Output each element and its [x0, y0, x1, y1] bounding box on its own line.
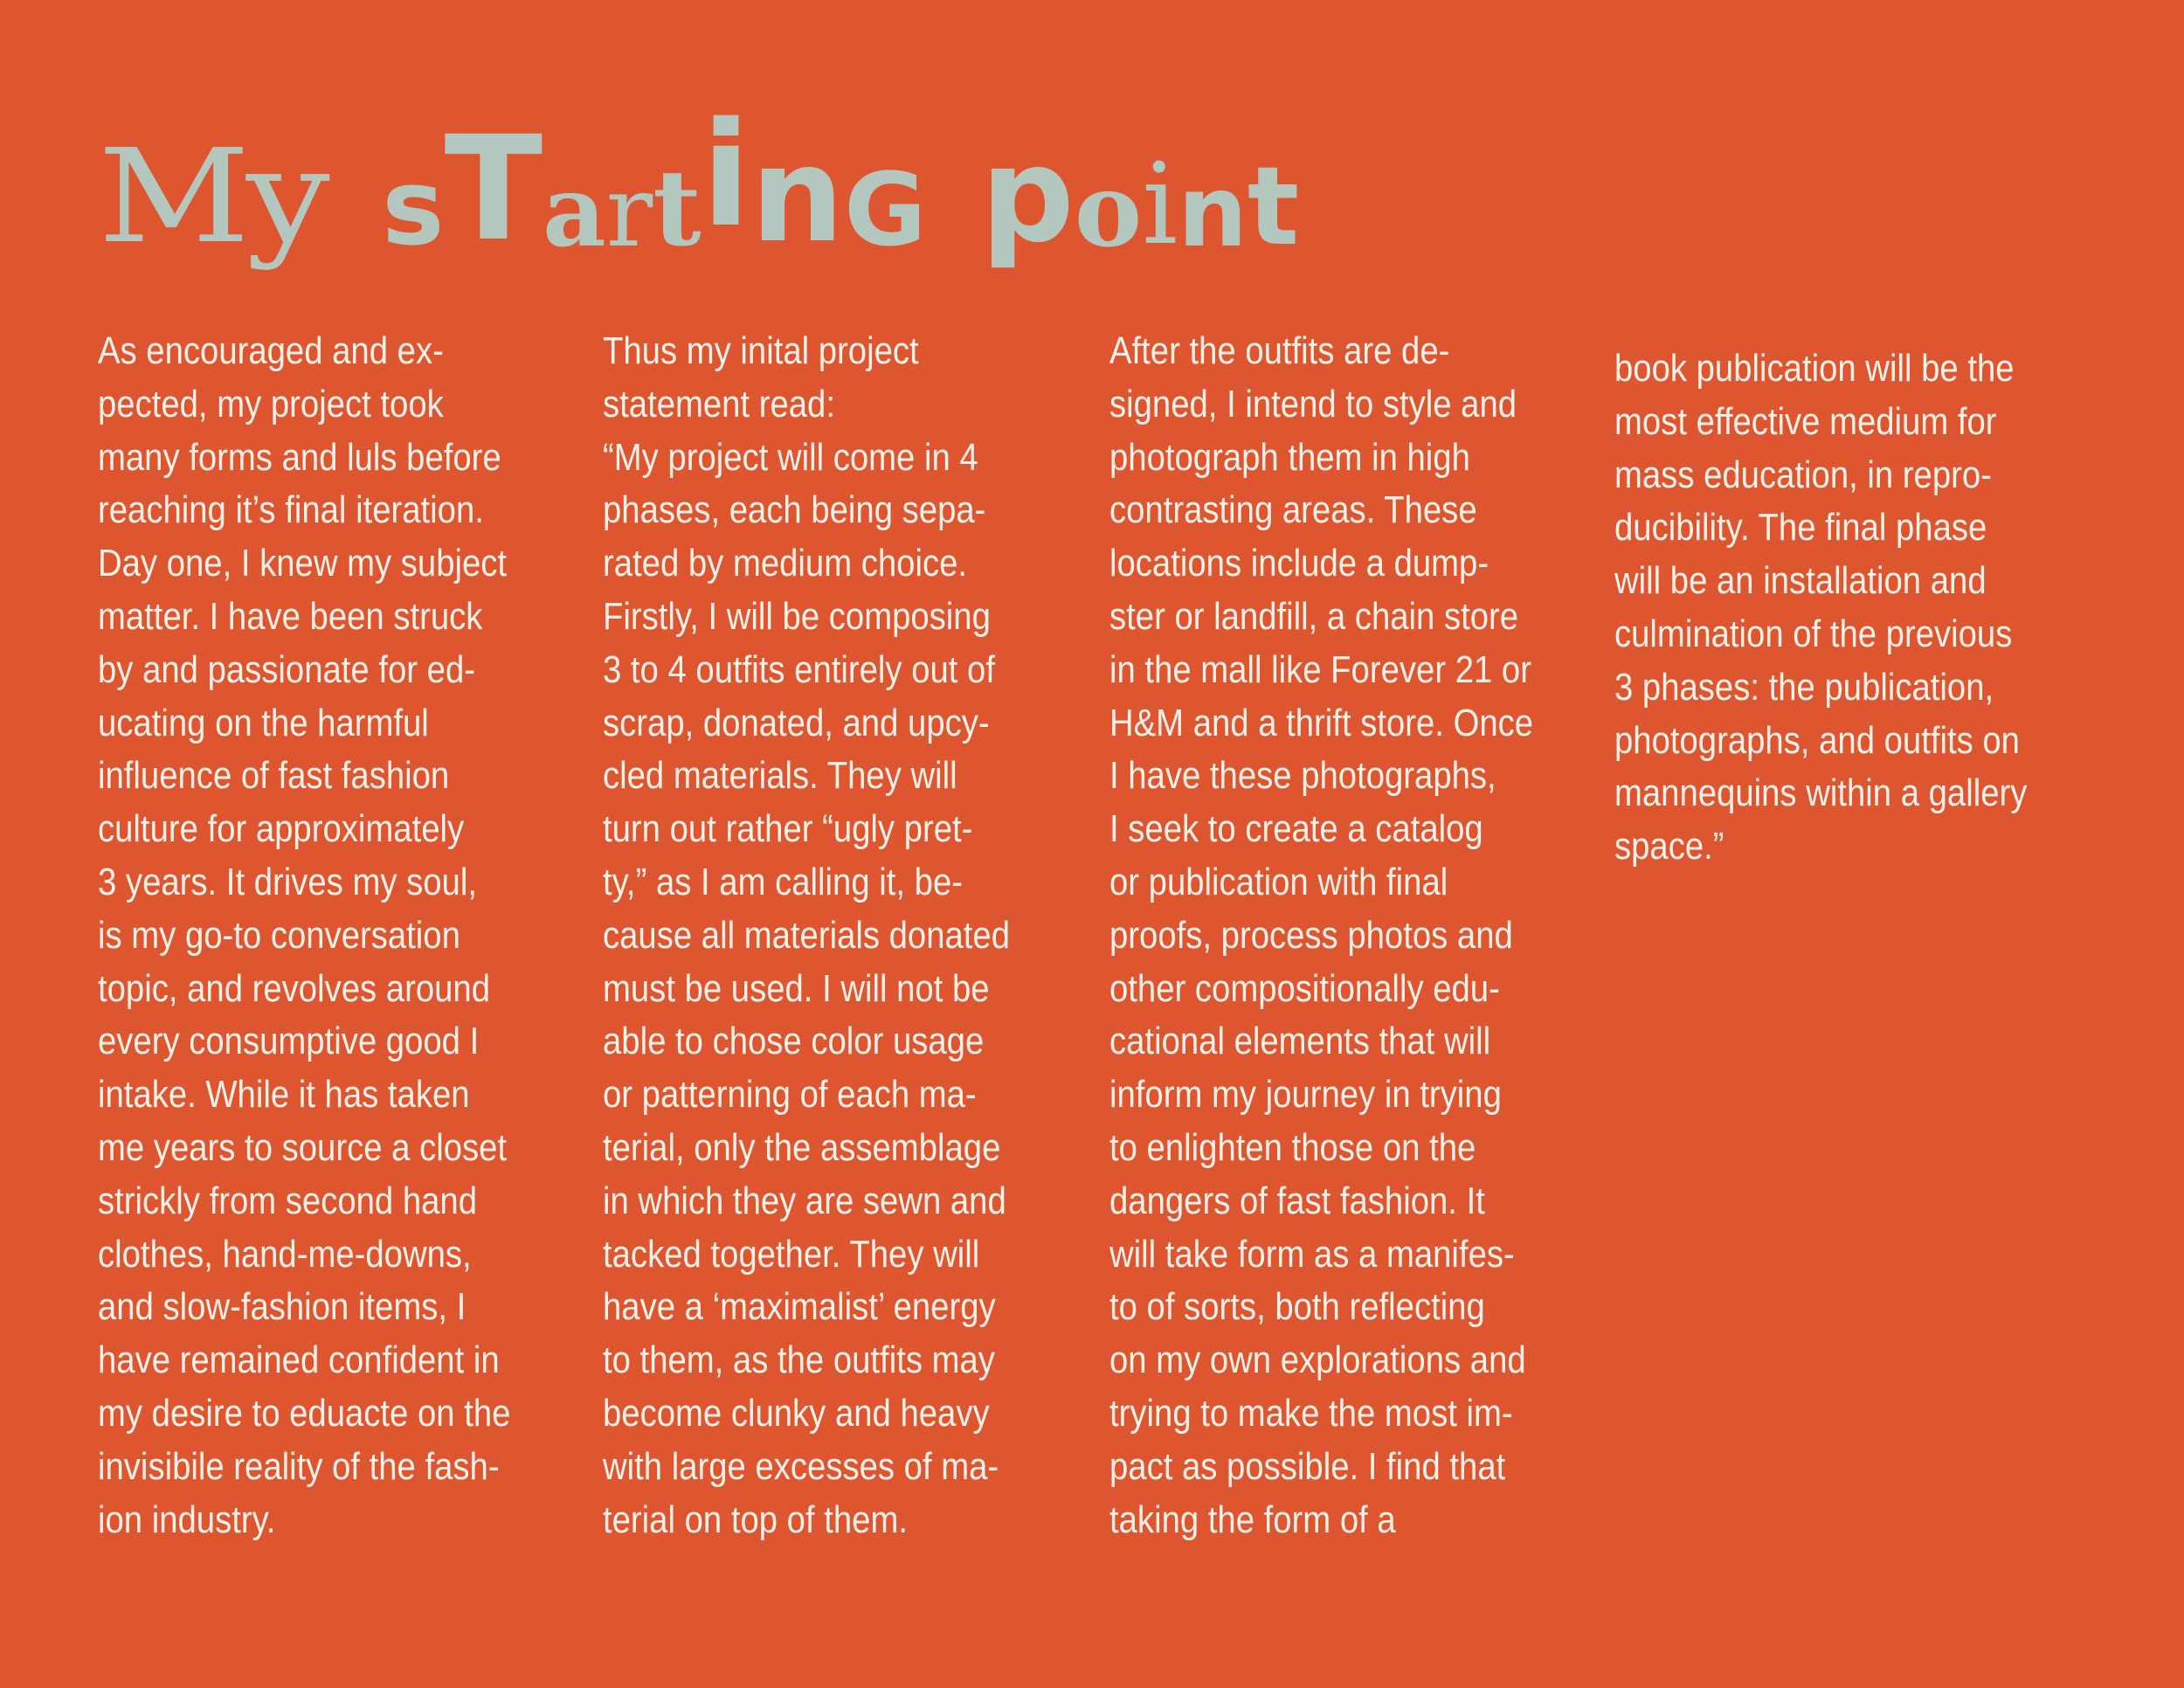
title-letter: G	[844, 152, 927, 269]
text-column-2: Thus my inital project statement read: “My project will come in 4 phases, each being sepa- rated by medium choice. Firstly, I will be composing 3 to 4 outfits entirely out of scrap, donated, and upcy- cled materials. They will turn out rather “ugly pret- ty,” as I am calling it, be- cause all materials donated must be used. I will not be able to chose color usage or patterning of each ma- terial, only the assemblage in which they are sewn and tacked together. They will have a ‘maximalist’ energy to them, as the outfits may become clunky and heavy with large excesses of ma- terial on top of them.	[603, 329, 1011, 1541]
title-letter: r	[605, 156, 653, 269]
title-letter: i	[701, 91, 751, 259]
title-letter: p	[980, 120, 1075, 272]
title-word-starting	[382, 91, 927, 273]
title-word-point	[980, 120, 1300, 272]
title-letter: n	[1178, 156, 1248, 269]
title-word-my: My	[98, 121, 327, 272]
text-column-1: As encouraged and ex- pected, my project took many forms and luls before reaching it’s final iteration. Day one, I knew my subject matter. I have been struck by and passionate for ed- ucating on the harmful influence of fast fashion culture for approximately 3 years. It drives my soul, is my go-to conversation topic, and revolves around every consumptive good I intake. While it has taken me years to source a closet strickly from second hand clothes, hand-me-downs, and slow-fashion items, I have remained confident in my desire to eduacte on the invisibile reality of the fash- ion industry.	[98, 329, 511, 1541]
title-letter: t	[653, 147, 702, 270]
text-column-3: After the outfits are de- signed, I intend to style and photograph them in high contrasting areas. These locations include a dump- ster or landfill, a chain store in the mall like Forever 21 or H&M and a thrift store. Once I have these photographs, I seek to create a catalog or publication with final proofs, process photos and other compositionally edu- cational elements that will inform my journey in trying to enlighten those on the dangers of fast fashion. It will take form as a manifes- to of sorts, both reflecting on my own explorations and trying to make the most im- pact as possible. I find that taking the form of a	[1109, 329, 1534, 1541]
title-letter: T	[444, 105, 543, 273]
text-column-4: book publication will be the most effective medium for mass education, in repro- ducibility. The final phase will be an installation and culmination of the previous 3 phases: the publication, photographs, and outfits on mannequins within a gallery space.”	[1614, 347, 2028, 868]
page-title	[98, 91, 1350, 273]
title-letter: i	[1142, 140, 1178, 270]
title-letter: n	[750, 120, 845, 272]
title-letter: s	[382, 148, 445, 269]
title-letter: t	[1247, 144, 1300, 270]
title-letter: o	[1074, 151, 1143, 270]
title-letter: a	[543, 155, 606, 269]
